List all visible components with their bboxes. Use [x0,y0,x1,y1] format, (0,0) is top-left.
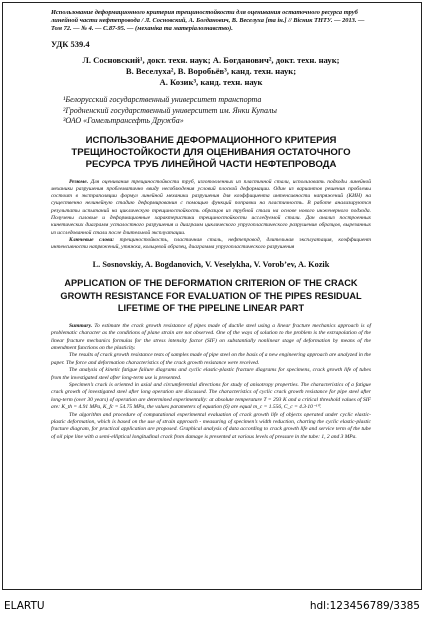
affiliation: ²Гродненский государственный университет им. Янки Купалы [63,105,277,115]
repository-name[interactable]: ELARTU [4,600,45,612]
affiliation: ³ОАО «Гомельтрансефть Дружба» [63,116,184,125]
keywords-ru [51,237,371,252]
citation: Использование деформационного критерия трещиностойкости для оценивания остаточного ресурса труб линейной части нефтепровода / Л. Сосновский, А. Богданович, В. Веселуха [та ін.] // Вісник ТНТУ. — 2013. — Том 72. — № 4. — С.87-95. — (механіка та матеріалознавство). [51,9,365,32]
udk-code: УДК 539.4 [51,39,90,49]
keywords-text: трещиностойкость, пластичная сталь, нефтепровод, длительная эксплуатация, коэффициент интенсивности напряжений, утяжка, кольцевой образец, диаграмма упругопластического разрушения [51,236,371,251]
authors-line: А. Козик³, канд. техн. наук [159,77,263,87]
authors-line: В. Веселуха², В. Воробьёв³, канд. техн. наук; [125,66,297,76]
affiliation: ¹Белорусский государственный университет транспорта [63,95,262,104]
summary-paragraph: The results of crack growth resistance tests of samples made of pipe steel on the basis of a new engineering approach are analyzed in the paper. The force and deformation characteristics of the crack growth resistance were received. [51,352,371,366]
abstract-ru [51,179,371,237]
authors-line: Л. Сосновский¹, докт. техн. наук; А. Богданович², докт. техн. наук; [82,55,340,65]
title-ru: ИСПОЛЬЗОВАНИЕ ДЕФОРМАЦИОННОГО КРИТЕРИЯ ТРЕЩИНОСТОЙКОСТИ ДЛЯ ОЦЕНИВАНИЯ ОСТАТОЧНОГО РЕСУРСА ТРУБ ЛИНЕЙНОЙ ЧАСТИ НЕФТЕПРОВОДА [71,134,351,170]
summary-paragraph: The analysis of kinetic fatigue failure diagrams and cyclic elastic-plastic fracture diagrams for specimens, crack growth life of tubes from the investigated steel after long-term use is presented. [51,367,371,381]
page-frame [2,2,422,590]
keywords-label: Ключевые слова: [69,236,115,243]
summary-label: Summary. [69,322,93,329]
abstract-label: Резюме. [69,178,89,185]
summary-paragraph: The algorithm and procedure of computational experimental evaluation of crack growth life of objects operated under cyclic elastic-plastic deformation, which is based on the use of strain approach - measuring of specimen’s width reduction, charting the cyclic elastic-plastic fracture diagram, for practical application are proposed. Graphical analysis of data according to crack growth life and service term of the tube of oil pipe line with a semi-elliptical longitudinal crack from damage is presented at various levels of pressure in the tube: 1, 2 and 3 MPa. [51,411,371,440]
paper-content [51,3,371,441]
summary-text: To estimate the crack growth resistance of pipes made of ductile steel using a linear fracture mechanics approach is of problematic character as the conditions of plane strain are not observed. One of the ways of solution to the problem is the extrapolation of the linear fracture mechanics formulas for the stress intensity factor (SIF) on substantially nonlinear stage of deformation by means of the amendment functions on the plasticity. [51,322,371,351]
repository-footer [0,592,424,620]
authors-en: L. Sosnovskiy, A. Bogdanovich, V. Veselykha, V. Vorob’ev, A. Kozik [92,260,330,270]
affiliations [63,95,371,127]
title-en: APPLICATION OF THE DEFORMATION CRITERION OF THE CRACK GROWTH RESISTANCE FOR EVALUATION OF THE PIPES RESIDUAL LIFETIME OF THE PIPELINE LINEAR PART [60,278,362,314]
abstract-text: Для оценивания трещиностойкости труб, изготовленных из пластичной стали, использовать подходы линейной механики разрушения проблематично ввиду несоблюдения условий плоской деформации. Один из вариантов решения проблемы состоит в экстраполяции формул линейной механики разрушения для коэффициента интенсивности напряжений (КИН) на существенно нелинейную стадию деформирования с помощью функций поправки на пластичность. В работе анализируются результаты испытаний на циклическую трещиностойкость образцов из трубной стали на основе нового инженерного подхода. Получены силовые и деформационные характеристики трещиностойкости исследуемой стали. Дан анализ построенных кинетических диаграмм усталостного разрушения и диаграмм циклического упругопластического разрушения образцов, вырезанных из исследованной стали после длительной эксплуатации. [51,178,371,236]
authors-ru [51,55,371,88]
summary-paragraph: Specimen’s crack is oriented in axial and circumferential directions for study of anisotropy properties. The characteristics of a fatigue crack growth of investigated steel after long operation are discussed. The characteristics of cyclic crack growth resistance for pipe steel after long-term (over 30 years) of operation are determined experimentally: at absolute temperature T = 293 K and a critical threshold values of SIF are: K_th = 4.91 MPa, K_fc = 54.75 MPa, the values parameters of equation (6) are equal m_c = 1.556, C_c = 4.3·10⁻¹⁰. [51,381,371,411]
handle-id[interactable]: hdl:123456789/3385 [309,600,420,612]
summary-paragraph [51,323,371,353]
